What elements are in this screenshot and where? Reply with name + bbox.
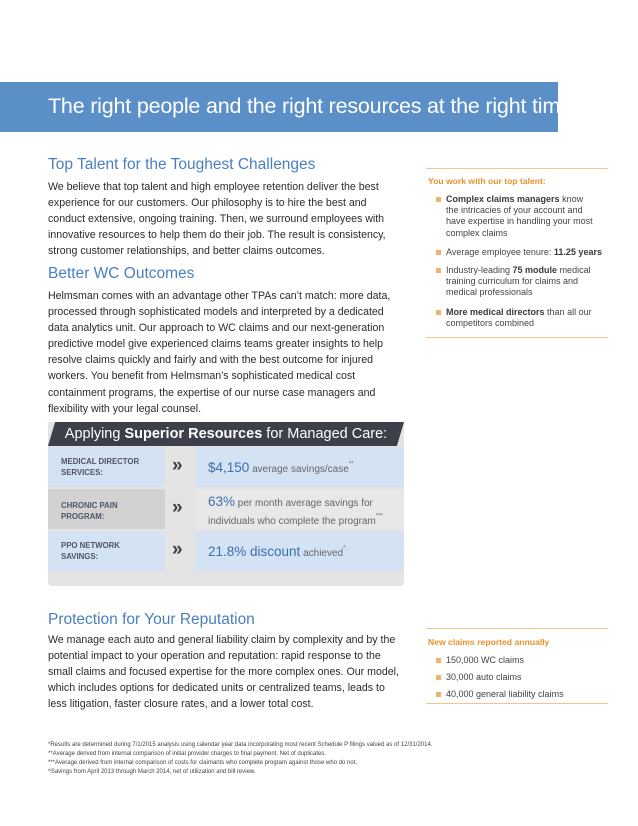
row-value: $4,150 average savings/case** (196, 447, 404, 487)
bullet-icon (436, 658, 441, 663)
bullet-icon (436, 310, 441, 315)
row-label: CHRONIC PAIN PROGRAM: (48, 489, 165, 529)
row-value: 21.8% discount achieved^ (196, 531, 404, 571)
claims-sidebar: New claims reported annually 150,000 WC claims 30,000 auto claims 40,000 general liability claims (426, 628, 608, 704)
chevron-right-icon: » (166, 447, 196, 487)
chevron-right-icon: » (166, 531, 196, 571)
sidebar-heading: You work with our top talent: (428, 176, 546, 186)
bullet-icon (436, 268, 441, 273)
managed-care-panel (48, 422, 404, 586)
bullet-icon (436, 692, 441, 697)
row-label: MEDICAL DIRECTOR SERVICES: (48, 447, 165, 487)
footnotes: *Results are determined during 7/1/2015 analysis using calendar year data incorporating most recent Schedule P filings valued as of 12/31/2014. **Average derived from internal comparison of initial provider charges to final payment. Net of duplicates. ***Average derived from internal comparison of costs for claimants who complete program against those who do not. ^Savings from April 2013 through March 2014, net of utilization and bill review. (48, 742, 433, 775)
reputation-paragraph: We manage each auto and general liability claim by complexity and by the potential impact to your operation and reputation: rapid response to the small claims and focused expertise for the more complex ones. Our model, which includes options for dedicated units or centralized teams, leads to less litigation, faster closure rates, and a lower total cost. (48, 634, 399, 711)
resource-row-ppo-network (48, 531, 404, 571)
title-banner (0, 82, 572, 132)
resource-row-medical-director (48, 447, 404, 487)
top-talent-sidebar: You work with our top talent: Complex claims managers know the intricacies of your account and have expertise in handling your most complex claims Average employee tenure: 11.25 years Industry-leading 75 module medical training curriculum for claims and medical professionals More medical directors than all our competitors combined (426, 168, 608, 338)
section-heading-top-talent: Top Talent for the Toughest Challenges (48, 156, 316, 173)
section-heading-better-wc: Better WC Outcomes (48, 265, 195, 282)
sidebar-heading: New claims reported annually (428, 637, 550, 647)
better-wc-paragraph: Helmsman comes with an advantage other TPAs can’t match: more data, processed through sophisticated models and interpreted by a dedicated data analytics unit. Our approach to WC claims and our next-generation predictive model give experienced claims teams greater insights to help resolve claims quickly and fairly and with the best outcome for injured workers. You benefit from Helmsman’s sophisticated medical cost containment programs, the expertise of our nurse case managers and flexibility with your legal counsel. (48, 290, 391, 415)
row-label: PPO NETWORK SAVINGS: (48, 531, 165, 571)
bullet-icon (436, 675, 441, 680)
chevron-right-icon: » (166, 489, 196, 529)
bullet-icon (436, 250, 441, 255)
page-title: The right people and the right resources at the right time (48, 94, 572, 118)
bullet-icon (436, 197, 441, 202)
row-value: 63% per month average savings for individuals who complete the program*** (196, 489, 404, 529)
top-talent-paragraph: We believe that top talent and high employee retention deliver the best experience for our customers. Our philosophy is to hire the best and conduct extensive, ongoing training. Then, we surround employees with innovative resources to help them do their job. The result is consistency, strong customer relationships, and better claims outcomes. (48, 181, 386, 258)
section-heading-reputation: Protection for Your Reputation (48, 611, 255, 628)
panel-title: Applying Superior Resources for Managed Care: (64, 426, 388, 442)
resource-row-chronic-pain (48, 489, 404, 529)
